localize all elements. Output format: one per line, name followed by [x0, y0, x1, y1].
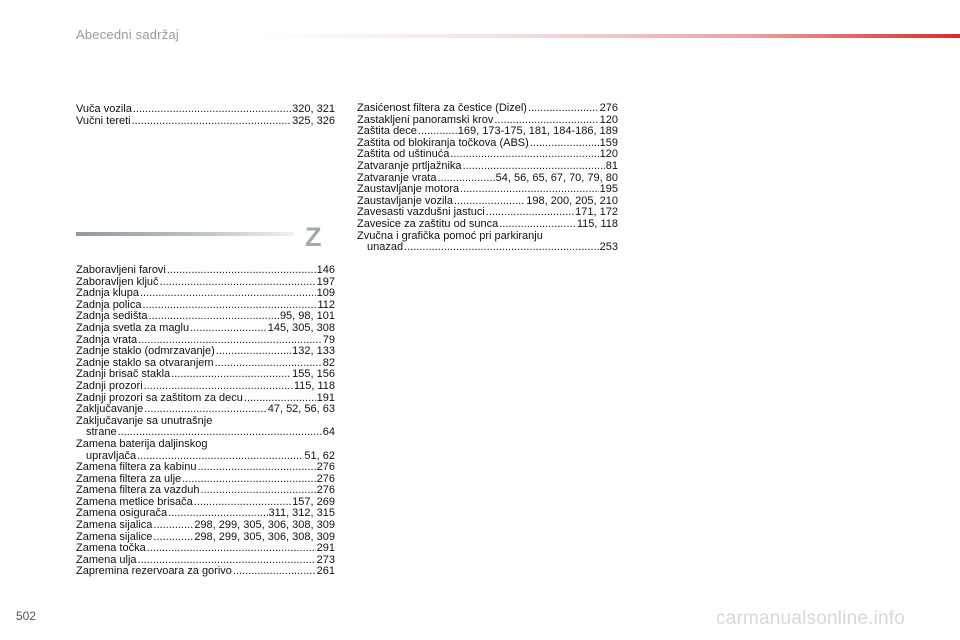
index-column-2 [357, 103, 618, 254]
index-entry-pages: 276 [316, 461, 335, 474]
watermark: carmanualsonline.info [716, 608, 906, 629]
index-entry-pages: 157, 269 [292, 495, 335, 508]
index-entry [76, 404, 335, 416]
index-entry-label: Zastakljeni panoramski krov [357, 113, 494, 126]
index-entry-pages: 64 [322, 426, 335, 439]
index-entry [357, 231, 618, 254]
index-entry-pages: 325, 326 [292, 114, 335, 127]
leader-dots [140, 288, 316, 300]
leader-dots [233, 566, 316, 578]
leader-dots [197, 462, 315, 474]
index-entry [76, 439, 335, 462]
index-entry-label: Zatvaranje vrata [357, 171, 437, 184]
index-entry-pages: 47, 52, 56, 63 [267, 403, 335, 416]
leader-dots [463, 161, 605, 173]
index-entry-label: Zavesice za zaštitu od sunca [357, 217, 499, 230]
index-entry [76, 520, 335, 532]
index-entry-pages: 320, 321 [292, 103, 335, 115]
index-entry-pages: 291 [316, 542, 335, 555]
index-entry-pages: 198, 200, 205, 210 [526, 194, 618, 207]
index-entry-pages: 115, 118 [576, 217, 618, 230]
index-entry-label: Zadnji prozori [76, 379, 143, 392]
index-entry-label: Zadnje staklo (odmrzavanje) [76, 345, 215, 358]
leader-dots [144, 381, 293, 393]
index-entry-continuation: strane [86, 426, 117, 439]
index-entry-pages: 109 [316, 287, 335, 300]
index-entry-pages: 82 [322, 356, 335, 369]
index-entry-pages: 54, 56, 65, 67, 70, 79, 80 [495, 171, 618, 184]
index-entry-label: Zamena filtera za kabinu [76, 461, 197, 474]
index-entry [357, 103, 618, 115]
index-entry-label: Zavesasti vazdušni jastuci [357, 206, 485, 219]
index-entry-pages: 169, 173-175, 181, 184-186, 189 [457, 125, 618, 138]
leader-dots [499, 219, 576, 231]
index-entry-pages: 253 [599, 241, 618, 254]
index-entry-label: Zadnja svetla za maglu [76, 321, 190, 334]
index-entry-label: Zamena sijalice [76, 530, 153, 543]
index-entry-label: Vuča vozila [76, 103, 132, 115]
index-entry-pages: 261 [316, 565, 335, 578]
index-entry-label: Zaustavljanje motora [357, 183, 460, 196]
index-entry-label: Zaštita od blokiranja točkova (ABS) [357, 136, 529, 149]
leader-dots [216, 346, 291, 358]
index-entry [76, 381, 335, 393]
index-entry-pages: 273 [316, 553, 335, 566]
index-entry [76, 104, 335, 116]
index-entry-pages: 298, 299, 305, 306, 308, 309 [194, 519, 335, 532]
index-entry [76, 346, 335, 358]
index-entry-label: Zamena ulja [76, 553, 137, 566]
index-entry-pages: 171, 172 [575, 206, 618, 219]
index-entry [76, 416, 335, 439]
index-entry-pages: 191 [316, 391, 335, 404]
index-entry-label: Zadnja vrata [76, 333, 138, 346]
index-entry-pages: 51, 62 [304, 449, 335, 462]
index-entry-label: Zaboravljeni farovi [76, 264, 166, 276]
leader-dots [404, 242, 599, 254]
index-entry-continuation: upravljača [86, 449, 137, 462]
index-entry [76, 462, 335, 474]
index-entry-pages: 120 [599, 113, 618, 126]
index-entry-pages: 145, 305, 308 [267, 321, 335, 334]
index-entry-pages: 155, 156 [292, 368, 335, 381]
index-entry-pages: 146 [316, 264, 335, 276]
index-entry-pages: 276 [316, 484, 335, 497]
leader-dots [167, 265, 316, 277]
index-entry [76, 265, 335, 277]
index-entry-label: Zamena sijalica [76, 519, 153, 532]
index-entry-label: Zadnje staklo sa otvaranjem [76, 356, 214, 369]
leader-dots [133, 104, 291, 116]
index-entry-pages: 298, 299, 305, 306, 308, 309 [194, 530, 335, 543]
leader-dots [153, 532, 193, 544]
index-entry [357, 184, 618, 196]
leader-dots [144, 404, 266, 416]
index-entry-label: Zaključavanje [76, 403, 144, 416]
leader-dots [528, 103, 599, 115]
leader-dots [486, 207, 574, 219]
index-entry-label: Vučni tereti [76, 114, 131, 127]
index-entry-pages: 195 [599, 183, 618, 196]
leader-dots [171, 369, 291, 381]
index-entry-label: Zamena metlice brisača [76, 495, 193, 508]
index-entry-label: Zasićenost filtera za čestice (Dizel) [357, 102, 527, 114]
index-entry-label: Zamena osigurača [76, 507, 168, 520]
index-entry-label: Zamena baterija daljinskog [76, 437, 208, 450]
index-entry-label: Zadnja polica [76, 298, 142, 311]
index-entry-label: Zadnja klupa [76, 287, 139, 300]
index-entry-pages: 159 [599, 136, 618, 149]
leader-dots [182, 474, 315, 486]
index-entry [76, 566, 335, 578]
index-entry-pages: 79 [322, 333, 335, 346]
index-entry [76, 323, 335, 335]
index-entry-continuation: unazad [367, 241, 404, 254]
index-entry-pages: 197 [316, 275, 335, 288]
index-entry-label: Zaštita dece [357, 125, 417, 138]
index-entry-pages: 115, 118 [293, 379, 335, 392]
index-entry-label: Zadnja sedišta [76, 310, 148, 323]
index-entry-label: Zapremina rezervoara za gorivo [76, 565, 232, 578]
index-entry-label: Zatvaranje prtljažnika [357, 159, 462, 172]
index-entry-label: Zamena točka [76, 542, 146, 555]
index-entry-pages: 120 [599, 148, 618, 161]
section-divider [76, 232, 294, 236]
index-entry-label: Zadnji brisač stakla [76, 368, 171, 381]
leader-dots [530, 138, 599, 150]
leader-dots [190, 323, 267, 335]
index-entry-label: Zaboravljen ključ [76, 275, 159, 288]
leader-dots [147, 543, 316, 555]
header-accent-bar [248, 34, 960, 38]
index-entry-label: Zvučna i grafička pomoć pri parkiranju [357, 229, 543, 242]
index-entry-pages: 95, 98, 101 [279, 310, 335, 323]
leader-dots [460, 184, 599, 196]
leader-dots [450, 149, 598, 161]
index-entry-label: Zaustavljanje vozila [357, 194, 453, 207]
index-entry [357, 219, 618, 231]
index-entry-label: Zamena filtera za ulje [76, 472, 182, 485]
index-column-1-top [76, 104, 335, 127]
index-entry [76, 116, 335, 128]
index-entry-label: Zadnji prozori sa zaštitom za decu [76, 391, 243, 404]
index-entry [357, 161, 618, 173]
index-entry-pages: 276 [316, 472, 335, 485]
page-header-title: Abecedni sadržaj [76, 27, 179, 42]
index-entry-pages: 112 [317, 298, 335, 311]
index-column-1-bottom [76, 265, 335, 578]
index-entry-pages: 276 [599, 102, 618, 114]
leader-dots [132, 116, 292, 128]
page-number: 502 [16, 609, 37, 623]
index-entry-label: Zaštita od uštinuća [357, 148, 450, 161]
index-entry-pages: 311, 312, 315 [268, 507, 335, 520]
index-entry-pages: 132, 133 [292, 345, 335, 358]
leader-dots [160, 277, 316, 289]
index-entry-label: Zaključavanje sa unutrašnje [76, 414, 213, 427]
index-entry-label: Zamena filtera za vazduh [76, 484, 200, 497]
section-letter: Z [305, 222, 322, 252]
leader-dots [153, 520, 193, 532]
index-entry-pages: 81 [605, 159, 618, 172]
